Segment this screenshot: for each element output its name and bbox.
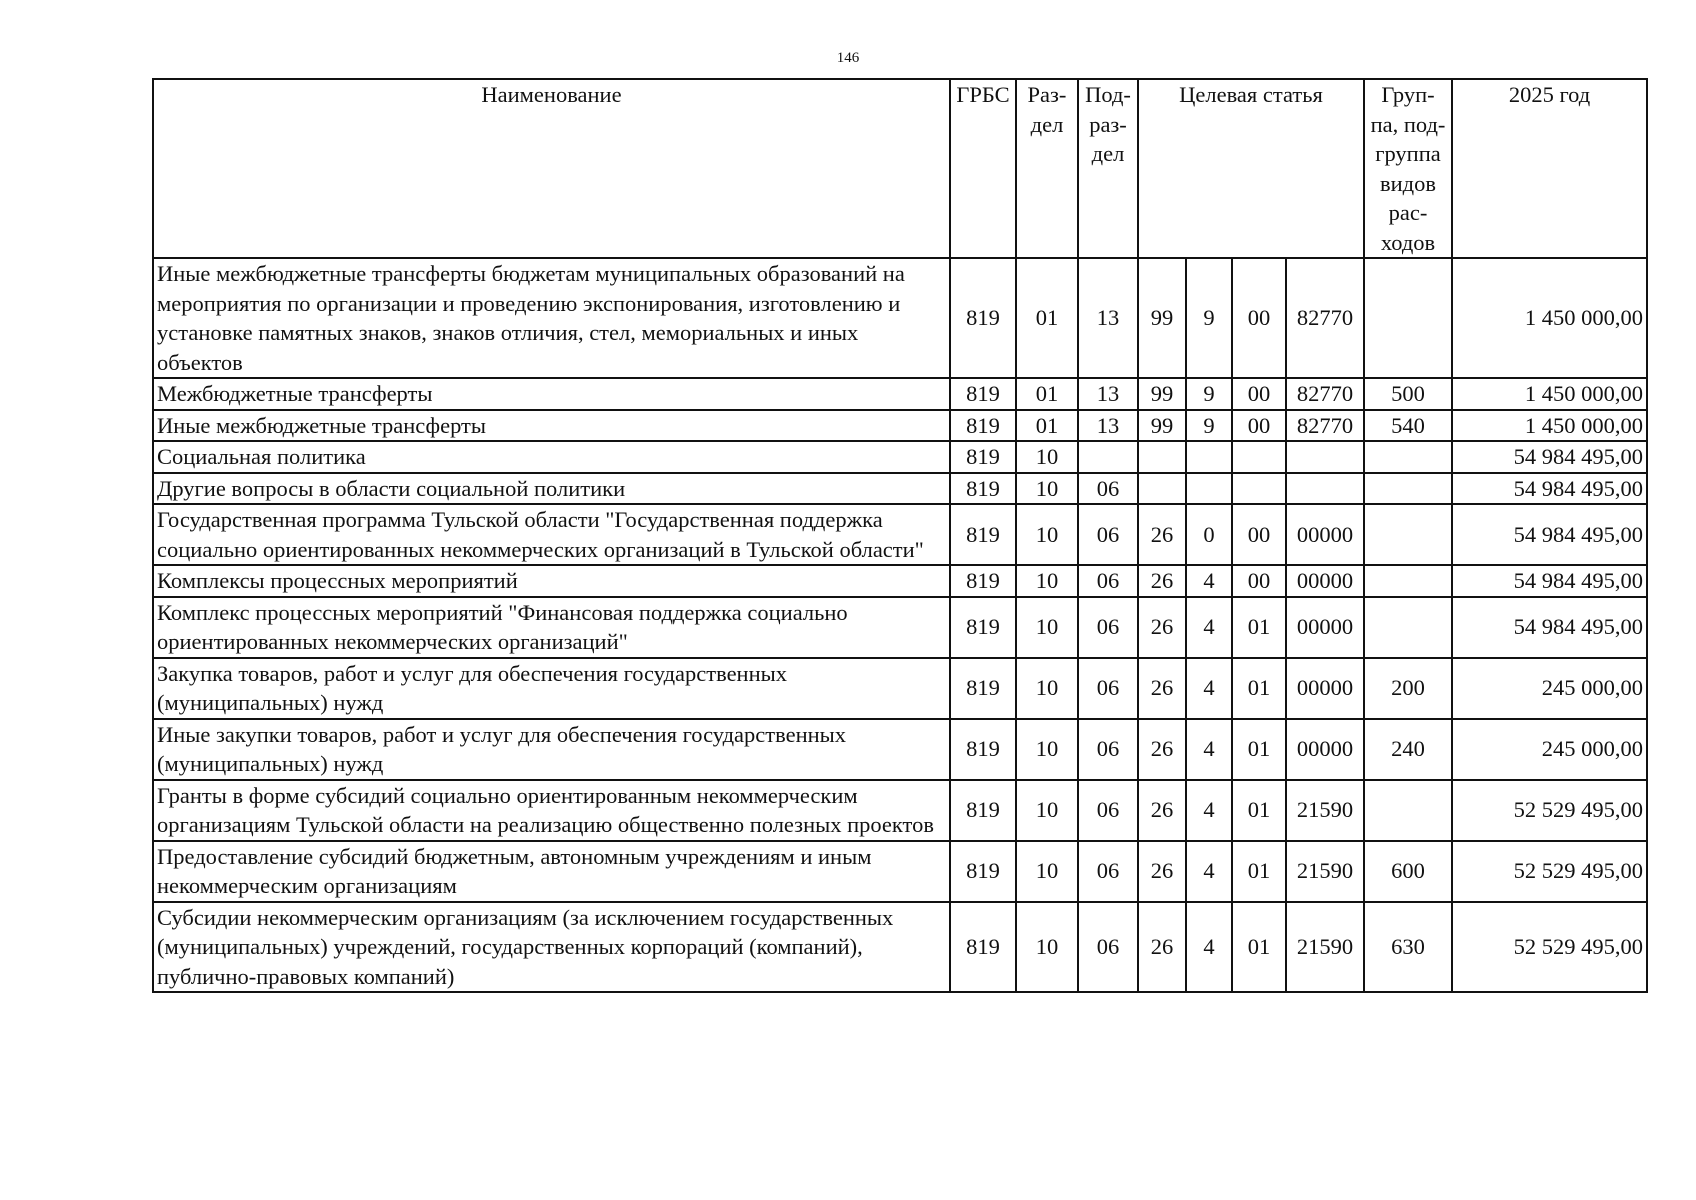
- row-amount: 54 984 495,00: [1452, 565, 1647, 597]
- row-grbs: 819: [950, 441, 1016, 473]
- row-name: Гранты в форме субсидий социально ориентированным некоммерческим организациям Тульской области на реализацию общественно полезных проектов: [153, 780, 950, 841]
- row-expense-group: 500: [1364, 378, 1452, 410]
- row-target-subprogram: 01: [1232, 902, 1286, 993]
- row-amount: 54 984 495,00: [1452, 473, 1647, 505]
- row-expense-group: [1364, 597, 1452, 658]
- row-target-type: 9: [1186, 258, 1232, 378]
- row-target-program: 26: [1138, 565, 1186, 597]
- row-podrazdel: 13: [1078, 258, 1138, 378]
- row-name: Закупка товаров, работ и услуг для обеспечения государственных (муниципальных) нужд: [153, 658, 950, 719]
- row-target-direction: 00000: [1286, 565, 1364, 597]
- row-podrazdel: 13: [1078, 410, 1138, 442]
- budget-table: [152, 78, 1648, 993]
- row-expense-group: [1364, 504, 1452, 565]
- row-amount: 52 529 495,00: [1452, 841, 1647, 902]
- row-razdel: 10: [1016, 780, 1078, 841]
- row-target-program: [1138, 473, 1186, 505]
- row-target-type: 4: [1186, 658, 1232, 719]
- table-row: [153, 780, 1647, 841]
- row-target-type: 4: [1186, 597, 1232, 658]
- row-podrazdel: 13: [1078, 378, 1138, 410]
- row-amount: 54 984 495,00: [1452, 597, 1647, 658]
- row-target-direction: 00000: [1286, 504, 1364, 565]
- row-grbs: 819: [950, 473, 1016, 505]
- row-grbs: 819: [950, 841, 1016, 902]
- row-name: Субсидии некоммерческим организациям (за исключением государственных (муниципальных) учреждений, государственных корпораций (компаний), публично-правовых компаний): [153, 902, 950, 993]
- row-expense-group: [1364, 473, 1452, 505]
- row-name: Государственная программа Тульской области "Государственная поддержка социально ориентированных некоммерческих организаций в Тульской области": [153, 504, 950, 565]
- row-expense-group: [1364, 258, 1452, 378]
- row-podrazdel: 06: [1078, 780, 1138, 841]
- row-razdel: 10: [1016, 597, 1078, 658]
- row-razdel: 10: [1016, 841, 1078, 902]
- row-target-direction: 00000: [1286, 719, 1364, 780]
- row-expense-group: 200: [1364, 658, 1452, 719]
- row-name: Предоставление субсидий бюджетным, автономным учреждениям и иным некоммерческим организациям: [153, 841, 950, 902]
- row-name: Социальная политика: [153, 441, 950, 473]
- row-name: Иные межбюджетные трансферты бюджетам муниципальных образований на мероприятия по организации и проведению экспонирования, изготовлению и установке памятных знаков, знаков отличия, стел, мемориальных и иных объектов: [153, 258, 950, 378]
- row-razdel: 10: [1016, 902, 1078, 993]
- row-target-program: 26: [1138, 841, 1186, 902]
- row-target-subprogram: 01: [1232, 841, 1286, 902]
- row-target-subprogram: 00: [1232, 378, 1286, 410]
- header-grbs: ГРБС: [950, 79, 1016, 258]
- table-row: [153, 473, 1647, 505]
- row-target-type: 4: [1186, 565, 1232, 597]
- row-target-type: 0: [1186, 504, 1232, 565]
- row-razdel: 10: [1016, 441, 1078, 473]
- row-target-type: [1186, 441, 1232, 473]
- row-razdel: 01: [1016, 410, 1078, 442]
- table-row: [153, 658, 1647, 719]
- row-name: Комплекс процессных мероприятий "Финансовая поддержка социально ориентированных некоммерческих организаций": [153, 597, 950, 658]
- row-target-subprogram: [1232, 441, 1286, 473]
- row-target-subprogram: 01: [1232, 719, 1286, 780]
- row-target-program: 99: [1138, 410, 1186, 442]
- row-razdel: 10: [1016, 504, 1078, 565]
- row-name: Другие вопросы в области социальной политики: [153, 473, 950, 505]
- row-target-type: 4: [1186, 719, 1232, 780]
- row-target-direction: 00000: [1286, 658, 1364, 719]
- row-name: Иные межбюджетные трансферты: [153, 410, 950, 442]
- row-amount: 1 450 000,00: [1452, 378, 1647, 410]
- row-grbs: 819: [950, 410, 1016, 442]
- row-grbs: 819: [950, 719, 1016, 780]
- row-expense-group: 540: [1364, 410, 1452, 442]
- table-row: [153, 902, 1647, 993]
- row-target-direction: 21590: [1286, 780, 1364, 841]
- row-expense-group: [1364, 565, 1452, 597]
- row-grbs: 819: [950, 565, 1016, 597]
- header-name: Наименование: [153, 79, 950, 258]
- row-target-program: 26: [1138, 719, 1186, 780]
- row-amount: 52 529 495,00: [1452, 780, 1647, 841]
- row-target-program: 26: [1138, 780, 1186, 841]
- row-name: Межбюджетные трансферты: [153, 378, 950, 410]
- row-target-subprogram: 00: [1232, 258, 1286, 378]
- row-target-direction: 82770: [1286, 378, 1364, 410]
- row-podrazdel: 06: [1078, 658, 1138, 719]
- header-row: [153, 79, 1647, 258]
- row-target-type: 9: [1186, 410, 1232, 442]
- row-amount: 245 000,00: [1452, 658, 1647, 719]
- table-row: [153, 719, 1647, 780]
- row-podrazdel: [1078, 441, 1138, 473]
- row-amount: 245 000,00: [1452, 719, 1647, 780]
- table-body: [153, 258, 1647, 992]
- row-grbs: 819: [950, 902, 1016, 993]
- table-row: [153, 441, 1647, 473]
- row-podrazdel: 06: [1078, 597, 1138, 658]
- row-target-direction: 21590: [1286, 841, 1364, 902]
- row-razdel: 10: [1016, 473, 1078, 505]
- row-target-type: [1186, 473, 1232, 505]
- row-amount: 54 984 495,00: [1452, 504, 1647, 565]
- row-target-direction: 21590: [1286, 902, 1364, 993]
- page-number: 146: [836, 50, 860, 66]
- table-row: [153, 410, 1647, 442]
- row-razdel: 10: [1016, 565, 1078, 597]
- row-target-subprogram: [1232, 473, 1286, 505]
- row-podrazdel: 06: [1078, 841, 1138, 902]
- row-podrazdel: 06: [1078, 719, 1138, 780]
- row-amount: 54 984 495,00: [1452, 441, 1647, 473]
- row-target-subprogram: 01: [1232, 597, 1286, 658]
- table-row: [153, 597, 1647, 658]
- row-grbs: 819: [950, 780, 1016, 841]
- row-target-program: 26: [1138, 504, 1186, 565]
- row-expense-group: [1364, 441, 1452, 473]
- row-target-direction: 82770: [1286, 410, 1364, 442]
- row-target-subprogram: 01: [1232, 780, 1286, 841]
- row-target-type: 4: [1186, 902, 1232, 993]
- row-expense-group: [1364, 780, 1452, 841]
- row-target-program: 99: [1138, 378, 1186, 410]
- row-expense-group: 630: [1364, 902, 1452, 993]
- row-target-direction: 82770: [1286, 258, 1364, 378]
- row-podrazdel: 06: [1078, 565, 1138, 597]
- header-expense-group: Груп- па, под- группа видов рас- ходов: [1364, 79, 1452, 258]
- row-target-program: [1138, 441, 1186, 473]
- row-name: Иные закупки товаров, работ и услуг для обеспечения государственных (муниципальных) нужд: [153, 719, 950, 780]
- row-target-subprogram: 01: [1232, 658, 1286, 719]
- header-year: 2025 год: [1452, 79, 1647, 258]
- row-podrazdel: 06: [1078, 902, 1138, 993]
- row-target-subprogram: 00: [1232, 504, 1286, 565]
- row-target-subprogram: 00: [1232, 410, 1286, 442]
- row-target-type: 4: [1186, 780, 1232, 841]
- row-grbs: 819: [950, 504, 1016, 565]
- row-razdel: 01: [1016, 378, 1078, 410]
- row-razdel: 10: [1016, 719, 1078, 780]
- row-target-program: 26: [1138, 658, 1186, 719]
- row-amount: 1 450 000,00: [1452, 410, 1647, 442]
- row-target-type: 4: [1186, 841, 1232, 902]
- row-grbs: 819: [950, 597, 1016, 658]
- row-target-program: 26: [1138, 597, 1186, 658]
- header-razdel: Раз- дел: [1016, 79, 1078, 258]
- table-row: [153, 504, 1647, 565]
- header-target-article: Целевая статья: [1138, 79, 1364, 258]
- table-row: [153, 841, 1647, 902]
- row-grbs: 819: [950, 378, 1016, 410]
- row-grbs: 819: [950, 258, 1016, 378]
- row-target-program: 99: [1138, 258, 1186, 378]
- row-grbs: 819: [950, 658, 1016, 719]
- header-podrazdel: Под- раз- дел: [1078, 79, 1138, 258]
- row-target-type: 9: [1186, 378, 1232, 410]
- row-razdel: 01: [1016, 258, 1078, 378]
- row-name: Комплексы процессных мероприятий: [153, 565, 950, 597]
- table-row: [153, 565, 1647, 597]
- row-amount: 52 529 495,00: [1452, 902, 1647, 993]
- table-row: [153, 378, 1647, 410]
- row-podrazdel: 06: [1078, 504, 1138, 565]
- row-target-subprogram: 00: [1232, 565, 1286, 597]
- row-razdel: 10: [1016, 658, 1078, 719]
- row-expense-group: 240: [1364, 719, 1452, 780]
- table-row: [153, 258, 1647, 378]
- row-target-program: 26: [1138, 902, 1186, 993]
- row-podrazdel: 06: [1078, 473, 1138, 505]
- row-target-direction: [1286, 441, 1364, 473]
- row-expense-group: 600: [1364, 841, 1452, 902]
- row-amount: 1 450 000,00: [1452, 258, 1647, 378]
- row-target-direction: 00000: [1286, 597, 1364, 658]
- row-target-direction: [1286, 473, 1364, 505]
